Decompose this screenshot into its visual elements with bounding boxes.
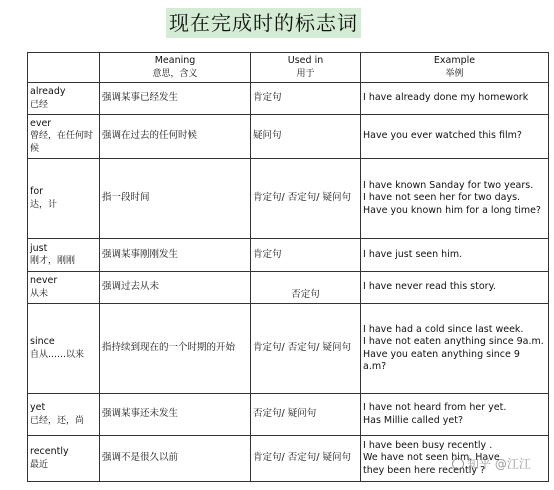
header-meaning bbox=[100, 53, 251, 83]
meaning-cell: 指持续到现在的一个时期的开始 bbox=[100, 304, 251, 394]
used-in-cell: 肯定句/ 否定句/ 疑问句 bbox=[251, 159, 361, 239]
word-zh: 已经 bbox=[30, 99, 49, 110]
word-zh: 达，计 bbox=[30, 199, 58, 210]
meaning-cell: 指一段时间 bbox=[100, 159, 251, 239]
meaning-cell: 强调过去从未 bbox=[100, 272, 251, 304]
header-row bbox=[28, 53, 549, 83]
example-cell bbox=[361, 239, 549, 272]
word-cell bbox=[28, 304, 100, 394]
word-en: never bbox=[30, 275, 58, 286]
example-cell bbox=[361, 304, 549, 394]
word-cell bbox=[28, 115, 100, 159]
word-en: since bbox=[30, 336, 55, 347]
word-en: ever bbox=[30, 117, 52, 129]
word-en: for bbox=[30, 186, 44, 197]
header-meaning-zh: 意思，含义 bbox=[152, 68, 198, 79]
used-in-cell: 肯定句/ 否定句/ 疑问句 bbox=[251, 304, 361, 394]
used-in-cell: 肯定句 bbox=[251, 239, 361, 272]
example-line: I have known Sanday for two years. bbox=[363, 179, 534, 191]
word-en: yet bbox=[30, 402, 46, 413]
word-en: just bbox=[30, 242, 48, 254]
zhihu-watermark-icon bbox=[452, 458, 464, 470]
word-cell bbox=[28, 83, 100, 115]
example-line: Have you eaten anything since 9 a.m? bbox=[363, 348, 520, 372]
word-zh: 曾经，在任何时候 bbox=[30, 131, 94, 154]
watermark-text: 知乎 @江江 bbox=[467, 457, 531, 471]
word-zh: 自从……以来 bbox=[30, 349, 85, 360]
word-zh: 已经，还，尚 bbox=[30, 415, 85, 426]
used-in-cell: 否定句 bbox=[251, 272, 361, 304]
word-zh: 从未 bbox=[30, 288, 49, 299]
word-cell bbox=[28, 436, 100, 482]
meaning-cell: 强调在过去的任何时候 bbox=[100, 115, 251, 159]
example-line: I have never read this story. bbox=[363, 281, 496, 293]
example-cell bbox=[361, 83, 549, 115]
example-line: I have just seen him. bbox=[363, 248, 463, 260]
example-line: they been here recently ? bbox=[363, 464, 486, 476]
word-zh: 刚才，刚刚 bbox=[30, 256, 76, 266]
example-cell bbox=[361, 115, 549, 159]
table-row bbox=[28, 83, 549, 115]
word-cell bbox=[28, 394, 100, 436]
used-in-cell: 疑问句 bbox=[251, 115, 361, 159]
used-in-cell: 否定句/ 疑问句 bbox=[251, 394, 361, 436]
example-line: Has Millie called yet? bbox=[363, 414, 464, 426]
table-row bbox=[28, 239, 549, 272]
table-row bbox=[28, 304, 549, 394]
word-cell bbox=[28, 272, 100, 304]
used-in-cell: 肯定句 bbox=[251, 83, 361, 115]
used-in-cell: 肯定句/ 否定句/ 疑问句 bbox=[251, 436, 361, 482]
header-word bbox=[28, 53, 100, 83]
word-en: recently bbox=[30, 446, 69, 457]
table-row bbox=[28, 159, 549, 239]
header-example bbox=[361, 53, 549, 83]
header-used-in bbox=[251, 53, 361, 83]
meaning-cell: 强调某事刚刚发生 bbox=[100, 239, 251, 272]
meaning-cell: 强调不是很久以前 bbox=[100, 436, 251, 482]
signal-words-table bbox=[27, 52, 549, 482]
header-example-en: Example bbox=[433, 55, 476, 66]
table-row bbox=[28, 394, 549, 436]
example-line: I have been busy recently . bbox=[363, 439, 493, 451]
example-cell bbox=[361, 159, 549, 239]
page-title: 现在完成时的标志词 bbox=[166, 8, 361, 38]
example-cell bbox=[361, 272, 549, 304]
watermark bbox=[452, 455, 531, 472]
example-line: Have you known him for a long time? bbox=[363, 204, 541, 216]
meaning-cell: 强调某事已经发生 bbox=[100, 83, 251, 115]
example-cell bbox=[361, 394, 549, 436]
example-line: We have not seen him. Have bbox=[363, 452, 500, 464]
word-cell bbox=[28, 159, 100, 239]
word-cell bbox=[28, 239, 100, 272]
header-used-zh: 用于 bbox=[296, 68, 315, 79]
header-meaning-en: Meaning bbox=[154, 55, 196, 66]
example-line: I have not seen her for two days. bbox=[363, 192, 521, 204]
example-line: I have already done my homework bbox=[363, 92, 529, 104]
example-line: Have you ever watched this film? bbox=[363, 130, 522, 142]
example-line: I have not eaten anything since 9a.m. bbox=[363, 336, 544, 347]
example-line: I have not heard from her yet. bbox=[363, 402, 507, 413]
header-used-en: Used in bbox=[287, 55, 324, 66]
table-row bbox=[28, 272, 549, 304]
word-en: already bbox=[30, 86, 66, 97]
word-zh: 最近 bbox=[30, 459, 49, 470]
meaning-cell: 强调某事还未发生 bbox=[100, 394, 251, 436]
header-example-zh: 举例 bbox=[445, 68, 464, 79]
table-row bbox=[28, 115, 549, 159]
example-line: I have had a cold since last week. bbox=[363, 323, 524, 335]
